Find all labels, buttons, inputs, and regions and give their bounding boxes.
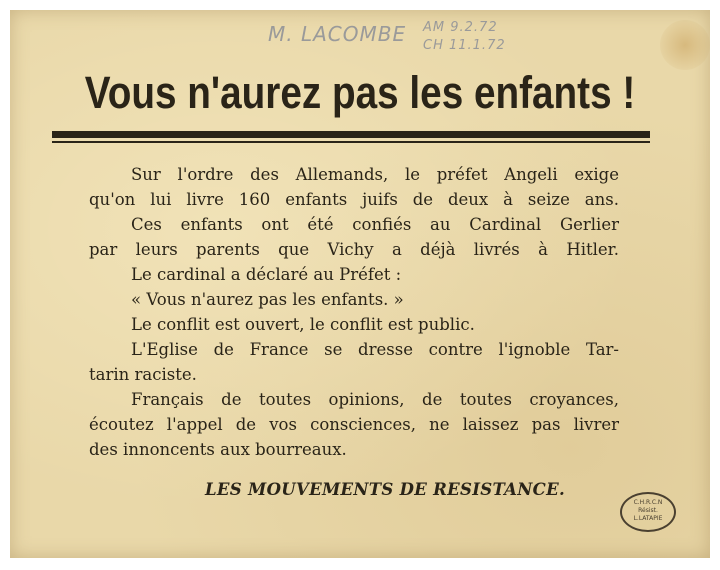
stamp-line: L.LATAPIE	[633, 515, 663, 522]
leaflet-signature: LES MOUVEMENTS DE RESISTANCE.	[205, 480, 565, 499]
stamp-line: Résist.	[638, 507, 658, 514]
stamp-line: C.H.R.C.N	[633, 499, 663, 506]
body-line: L'Eglise de France se dresse contre l'ignoble Tar-	[131, 340, 619, 359]
leaflet-headline: Vous n'aurez pas les enfants !	[84, 67, 636, 118]
body-line: Français de toutes opinions, de toutes croyances,	[131, 390, 619, 409]
body-line: « Vous n'aurez pas les enfants. »	[131, 290, 404, 309]
pencil-annotation-ref1: AM 9.2.72	[423, 20, 498, 35]
pencil-annotation-ref2: CH 11.1.72	[423, 38, 506, 53]
body-line: Sur l'ordre des Allemands, le préfet Angeli exige	[131, 165, 619, 184]
pencil-annotation-name: M. LACOMBE	[268, 22, 407, 46]
body-line: qu'on lui livre 160 enfants juifs de deux à seize ans.	[89, 190, 619, 209]
body-line: tarin raciste.	[89, 365, 197, 384]
body-line: Ces enfants ont été confiés au Cardinal Gerlier	[131, 215, 619, 234]
body-line: Le cardinal a déclaré au Préfet :	[131, 265, 402, 284]
body-line: Le conflit est ouvert, le conflit est public.	[131, 315, 475, 334]
headline-rule-thick	[52, 131, 650, 138]
paper-stain	[660, 20, 710, 70]
body-line: par leurs parents que Vichy a déjà livrés à Hitler.	[89, 240, 619, 259]
leaflet-body	[89, 162, 619, 462]
headline-rule-thin	[52, 141, 650, 143]
body-line: des innoncents aux bourreaux.	[89, 440, 347, 459]
body-line: écoutez l'appel de vos consciences, ne laissez pas livrer	[89, 415, 619, 434]
archive-stamp	[620, 492, 676, 532]
